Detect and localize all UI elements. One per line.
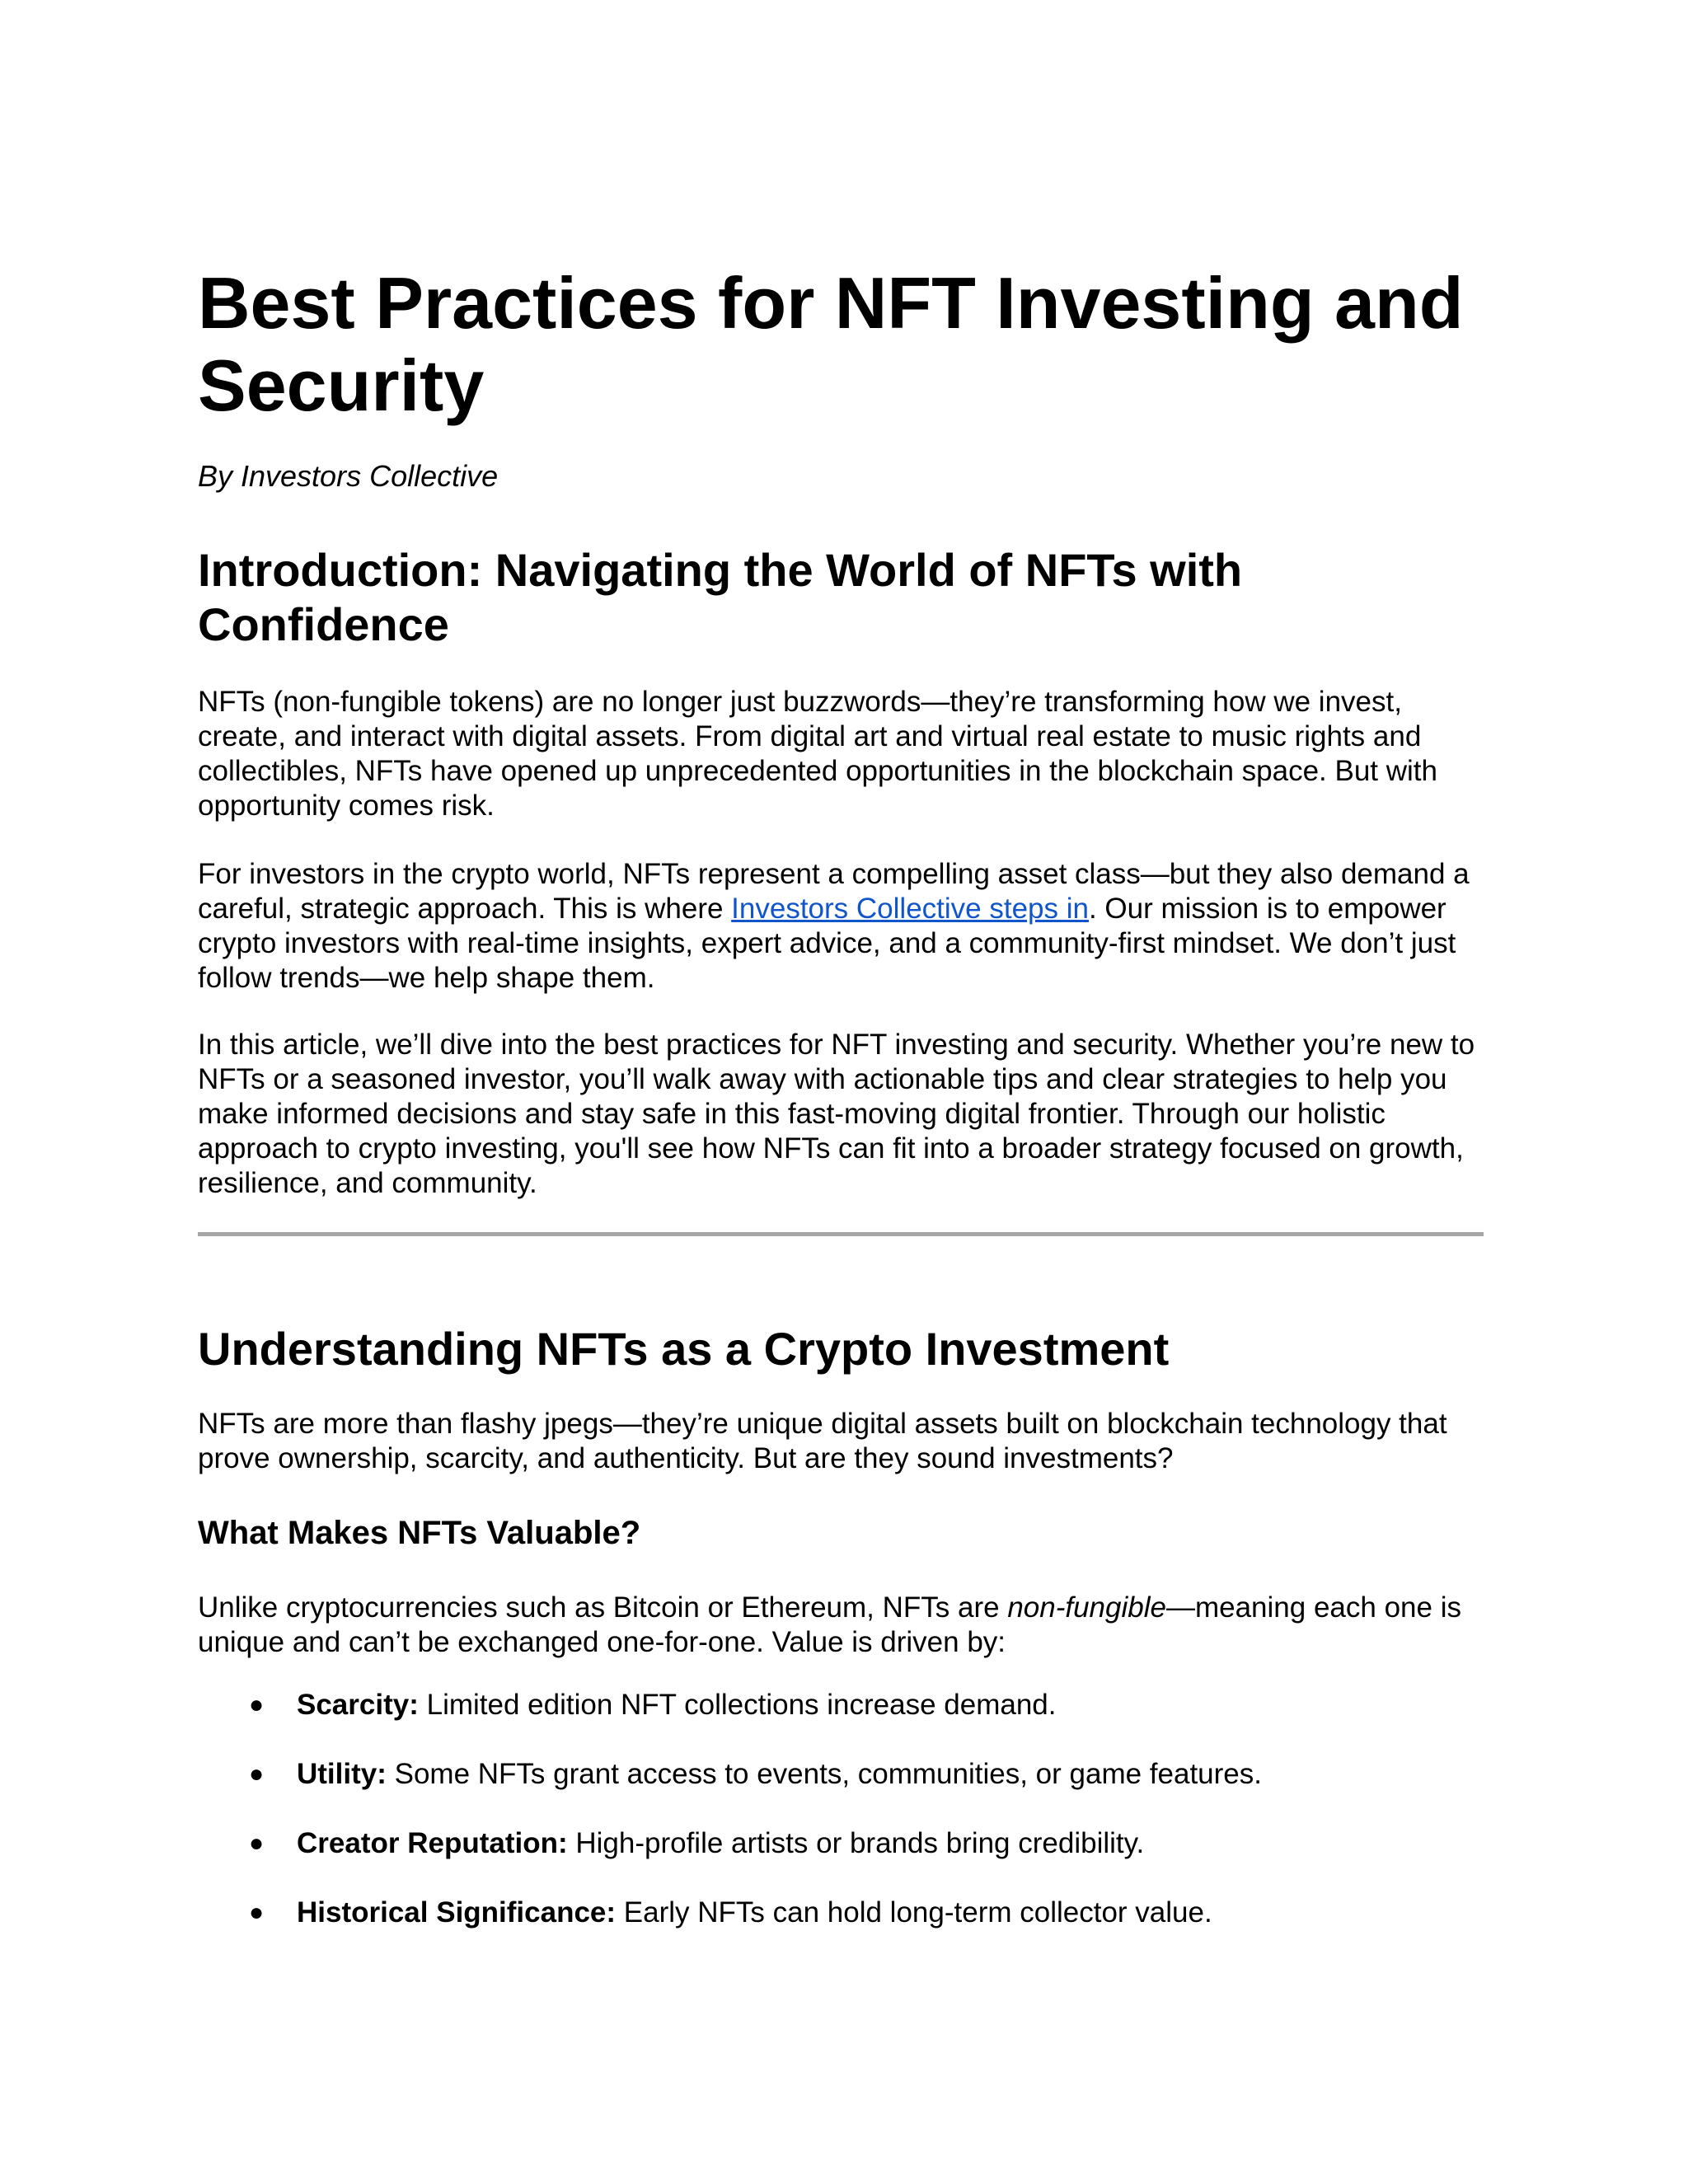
bullet-icon: ● xyxy=(249,1760,265,1788)
list-item-text: Early NFTs can hold long-term collector value. xyxy=(616,1896,1212,1929)
list-item xyxy=(198,1688,1484,1757)
byline: By Investors Collective xyxy=(198,459,499,493)
valuable-subheading: What Makes NFTs Valuable? xyxy=(198,1515,641,1551)
document-title: Best Practices for NFT Investing and Security xyxy=(198,262,1464,426)
non-fungible-emphasis: non-fungible xyxy=(1007,1591,1166,1624)
understanding-paragraph-2-start: Unlike cryptocurrencies such as Bitcoin or Ethereum, NFTs are xyxy=(198,1591,1008,1624)
intro-paragraph-1: NFTs (non-fungible tokens) are no longer just buzzwords—they’re transforming how we invest, create, and interact with digital assets. From digital art and virtual real estate to music rights and collectibles, NFTs have opened up unprecedented opportunities in the blockchain space. But with opportunity comes risk. xyxy=(198,686,1437,822)
intro-paragraph-2 xyxy=(198,857,1484,996)
understanding-paragraph-1: NFTs are more than flashy jpegs—they’re unique digital assets built on blockchain technology that prove ownership, scarcity, and authenticity. But are they sound investments? xyxy=(198,1408,1447,1474)
list-item-term: Creator Reputation: xyxy=(297,1827,568,1859)
section-divider xyxy=(198,1232,1484,1236)
list-item-text: Limited edition NFT collections increase demand. xyxy=(418,1689,1057,1721)
understanding-paragraph-2-end: —meaning each one is unique and can’t be exchanged one-for-one. Value is driven by: xyxy=(198,1591,1461,1658)
understanding-paragraph-2 xyxy=(198,1591,1484,1660)
list-item-term: Scarcity: xyxy=(297,1689,419,1721)
investors-collective-link[interactable]: Investors Collective steps in xyxy=(731,893,1089,925)
intro-heading: Introduction: Navigating the World of NFTs with Confidence xyxy=(198,544,1243,650)
understanding-heading: Understanding NFTs as a Crypto Investment xyxy=(198,1323,1170,1375)
list-item xyxy=(198,1757,1484,1826)
list-item xyxy=(198,1896,1484,1965)
intro-paragraph-2-start: For investors in the crypto world, NFTs represent a compelling asset class—but they also demand a careful, strategic approach. This is where xyxy=(198,858,1470,925)
list-item-text: Some NFTs grant access to events, communities, or game features. xyxy=(386,1758,1262,1790)
intro-paragraph-3: In this article, we’ll dive into the best practices for NFT investing and security. Whether you’re new to NFTs or a seasoned investor, you’ll walk away with actionable tips and clear strategies to help you make informed decisions and stay safe in this fast-moving digital frontier. Through our holistic approach to crypto investing, you'll see how NFTs can fit into a broader strategy focused on growth, resilience, and community. xyxy=(198,1029,1475,1199)
list-item-text: High-profile artists or brands bring credibility. xyxy=(567,1827,1145,1859)
list-item-term: Historical Significance: xyxy=(297,1896,617,1929)
list-item xyxy=(198,1826,1484,1896)
intro-paragraph-2-end: . Our mission is to empower crypto investors with real-time insights, expert advice, and a community-first mindset. We don’t just follow trends—we help shape them. xyxy=(198,893,1456,994)
bullet-icon: ● xyxy=(249,1691,265,1718)
list-item-term: Utility: xyxy=(297,1758,387,1790)
bullet-icon: ● xyxy=(249,1830,265,1857)
bullet-icon: ● xyxy=(249,1899,265,1926)
value-drivers-list xyxy=(198,1688,1484,1965)
